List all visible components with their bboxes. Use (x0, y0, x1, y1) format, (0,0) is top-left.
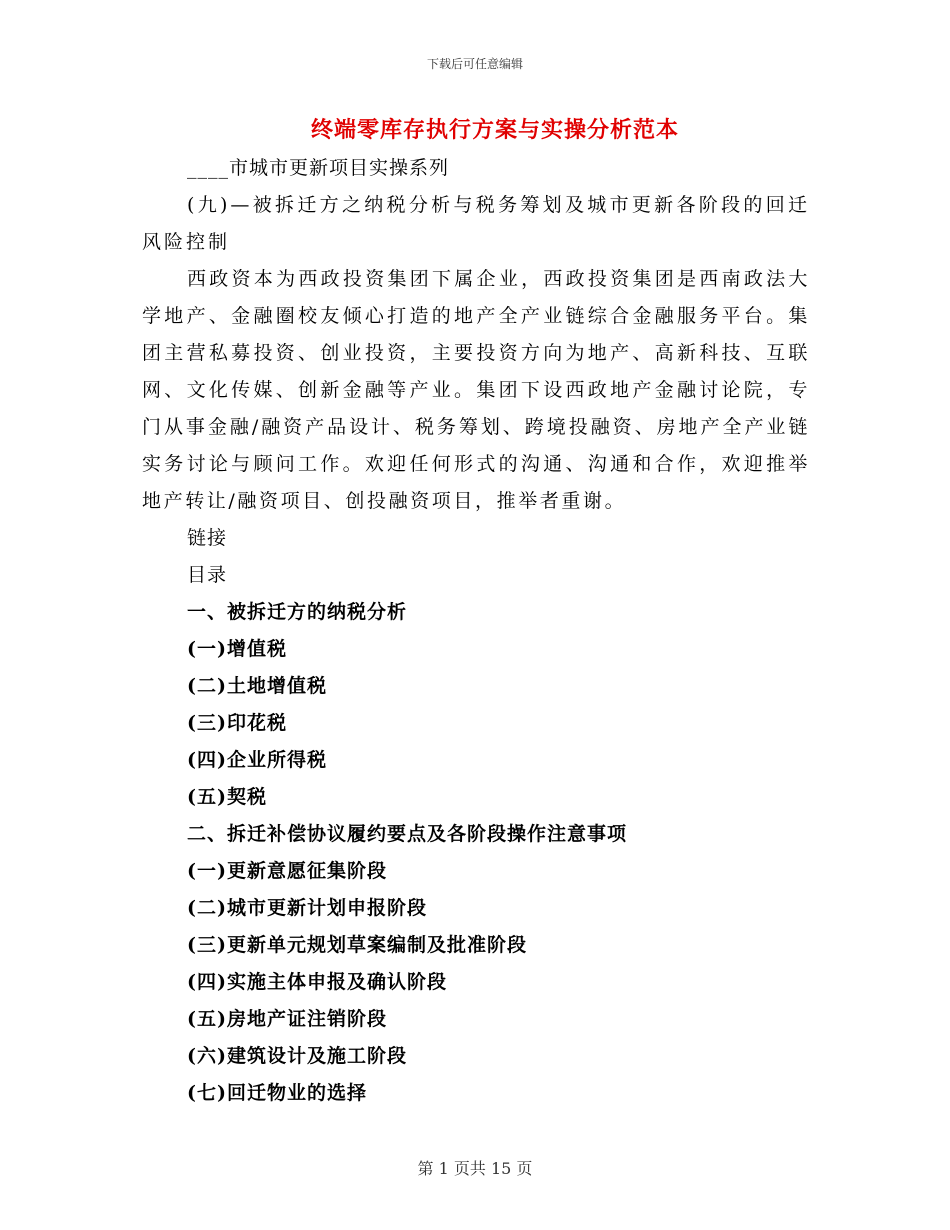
toc-heading: 目录 (187, 564, 228, 586)
document-title: 终端零库存执行方案与实操分析范本 (310, 117, 679, 143)
intro-paragraph: (九)—被拆迁方之纳税分析与税务筹划及城市更新各阶段的回迁风险控制 (142, 194, 810, 253)
toc-item: (六)建筑设计及施工阶段 (187, 1045, 407, 1067)
toc-item: (四)企业所得税 (187, 749, 327, 771)
document-content (142, 150, 810, 1112)
toc-item: (一)增值税 (187, 638, 287, 660)
toc-item: (七)回迁物业的选择 (187, 1082, 367, 1104)
table-of-contents (142, 594, 810, 1112)
toc-item: (五)契税 (187, 786, 267, 808)
body-paragraph: 西政资本为西政投资集团下属企业，西政投资集团是西南政法大学地产、金融圈校友倾心打造的地产全产业链综合金融服务平台。集团主营私募投资、创业投资，主要投资方向为地产、高新科技、互联网、文化传媒、创新金融等产业。集团下设西政地产金融讨论院，专门从事金融/融资产品设计、税务筹划、跨境投融资、房地产全产业链实务讨论与顾问工作。欢迎任何形式的沟通、沟通和合作，欢迎推举地产转让/融资项目、创投融资项目，推举者重谢。 (142, 268, 810, 512)
header-note: 下载后可任意编辑 (426, 57, 523, 71)
page-footer: 第 1 页共 15 页 (417, 1159, 533, 1178)
toc-item: (一)更新意愿征集阶段 (187, 860, 387, 882)
toc-item: (二)土地增值税 (187, 675, 327, 697)
toc-item: (二)城市更新计划申报阶段 (187, 897, 427, 919)
toc-item: (三)更新单元规划草案编制及批准阶段 (187, 934, 527, 956)
toc-item: (三)印花税 (187, 712, 287, 734)
series-subtitle: ____市城市更新项目实操系列 (187, 157, 450, 179)
toc-item: 一、被拆迁方的纳税分析 (187, 601, 408, 623)
toc-item: 二、拆迁补偿协议履约要点及各阶段操作注意事项 (187, 823, 628, 845)
toc-item: (五)房地产证注销阶段 (187, 1008, 387, 1030)
toc-item: (四)实施主体申报及确认阶段 (187, 971, 447, 993)
link-label: 链接 (187, 527, 228, 549)
